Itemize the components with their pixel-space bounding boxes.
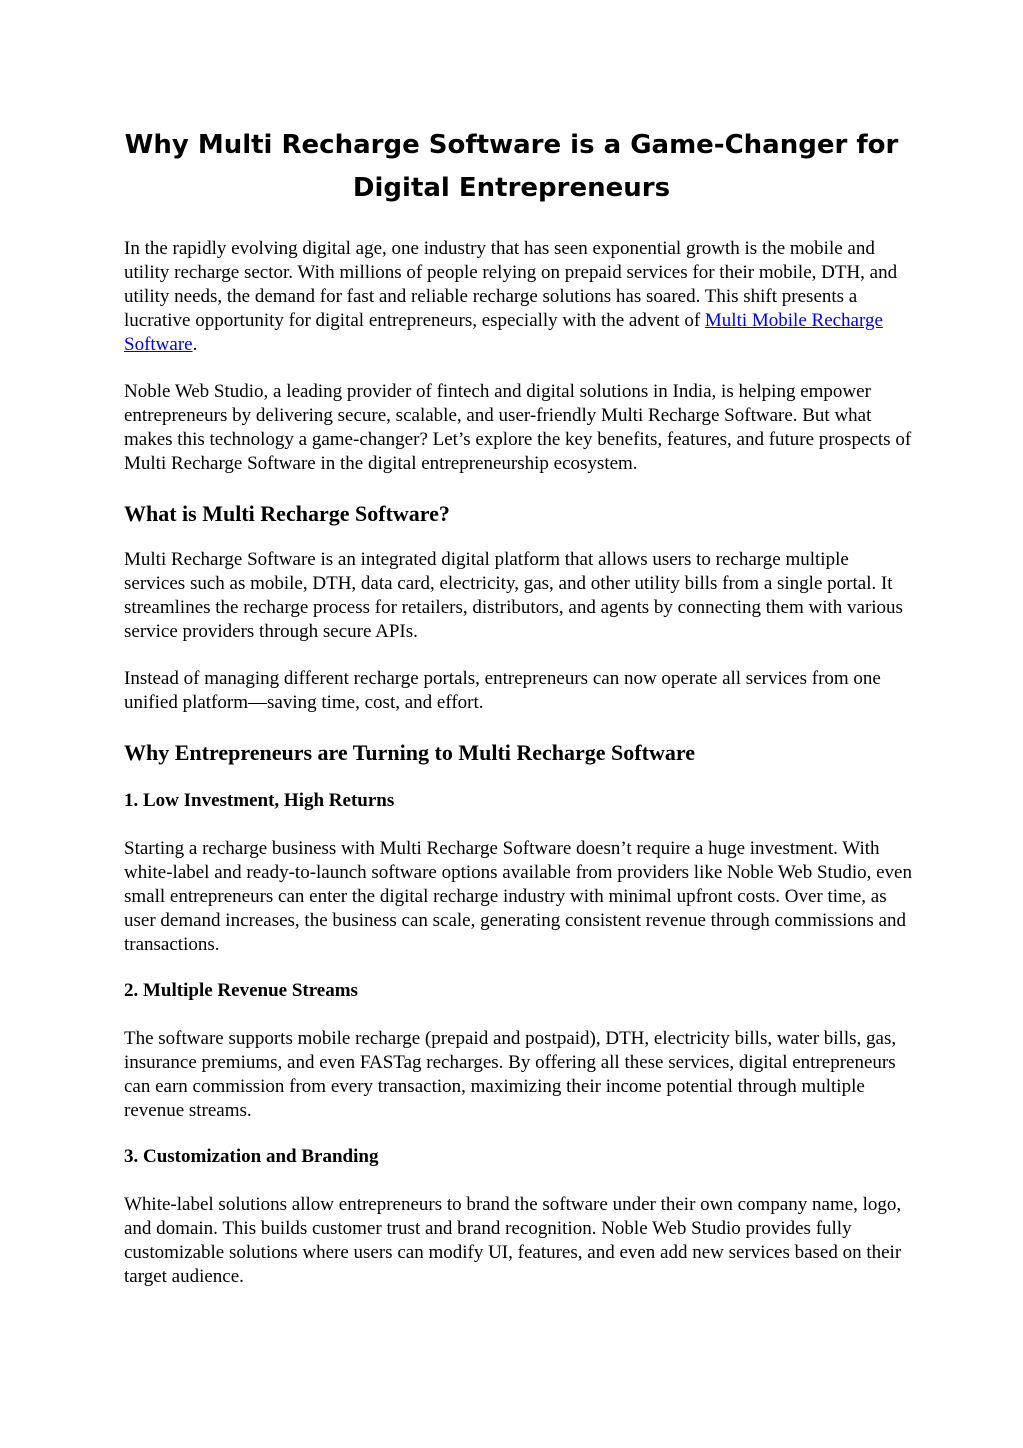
subsection-heading-revenue-streams: 2. Multiple Revenue Streams bbox=[124, 980, 358, 1001]
paragraph-revenue-streams: The software supports mobile recharge (prepaid and postpaid), DTH, electricity bills, water bills, gas, insurance premiums, and even FASTag recharges. By offering all these services, digital entrepreneurs can earn commission from every transaction, maximizing their income potential through multiple revenue streams. bbox=[124, 1028, 897, 1121]
subsection-heading-low-investment: 1. Low Investment, High Returns bbox=[124, 790, 395, 811]
paragraph-definition: Multi Recharge Software is an integrated digital platform that allows users to recharge multiple services such as mobile, DTH, data card, electricity, gas, and other utility bills from a single portal. It streamlines the recharge process for retailers, distributors, and agents by connecting them with various service providers through secure APIs. bbox=[124, 549, 903, 642]
paragraph-low-investment: Starting a recharge business with Multi Recharge Software doesn’t require a huge investment. With white-label and ready-to-launch software options available from providers like Noble Web Studio, even small entrepreneurs can enter the digital recharge industry with minimal upfront costs. Over time, as user demand increases, the business can scale, generating consistent revenue through commissions and transactions. bbox=[124, 838, 912, 955]
subsection-heading-customization: 3. Customization and Branding bbox=[124, 1146, 379, 1167]
intro-paragraph bbox=[124, 237, 914, 357]
paragraph-unified-platform: Instead of managing different recharge portals, entrepreneurs can now operate all services from one unified platform—saving time, cost, and effort. bbox=[124, 668, 881, 713]
document-title: Why Multi Recharge Software is a Game-Changer for Digital Entrepreneurs bbox=[124, 130, 899, 203]
document-body bbox=[124, 237, 914, 1289]
intro-text: In the rapidly evolving digital age, one industry that has seen exponential growth is the mobile and utility recharge sector. With millions of people relying on prepaid services for their mobile, DTH, and utility needs, the demand for fast and reliable recharge solutions has soared. This shift presents a lucrative opportunity for digital entrepreneurs, especially with the advent of bbox=[124, 238, 898, 331]
paragraph-customization: White-label solutions allow entrepreneurs to brand the software under their own company name, logo, and domain. This builds customer trust and brand recognition. Noble Web Studio provides fully customizable solutions where users can modify UI, features, and even add new services based on their target audience. bbox=[124, 1194, 902, 1287]
section-heading-why-entrepreneurs: Why Entrepreneurs are Turning to Multi Recharge Software bbox=[124, 740, 695, 765]
section-heading-what-is: What is Multi Recharge Software? bbox=[124, 501, 450, 526]
paragraph-noble-web-studio: Noble Web Studio, a leading provider of fintech and digital solutions in India, is helping empower entrepreneurs by delivering secure, scalable, and user-friendly Multi Recharge Software. But what makes this technology a game-changer? Let’s explore the key benefits, features, and future prospects of Multi Recharge Software in the digital entrepreneurship ecosystem. bbox=[124, 381, 912, 474]
intro-text-end: . bbox=[192, 334, 198, 355]
multi-mobile-recharge-software-link[interactable]: Multi Mobile Recharge Software bbox=[124, 310, 883, 355]
